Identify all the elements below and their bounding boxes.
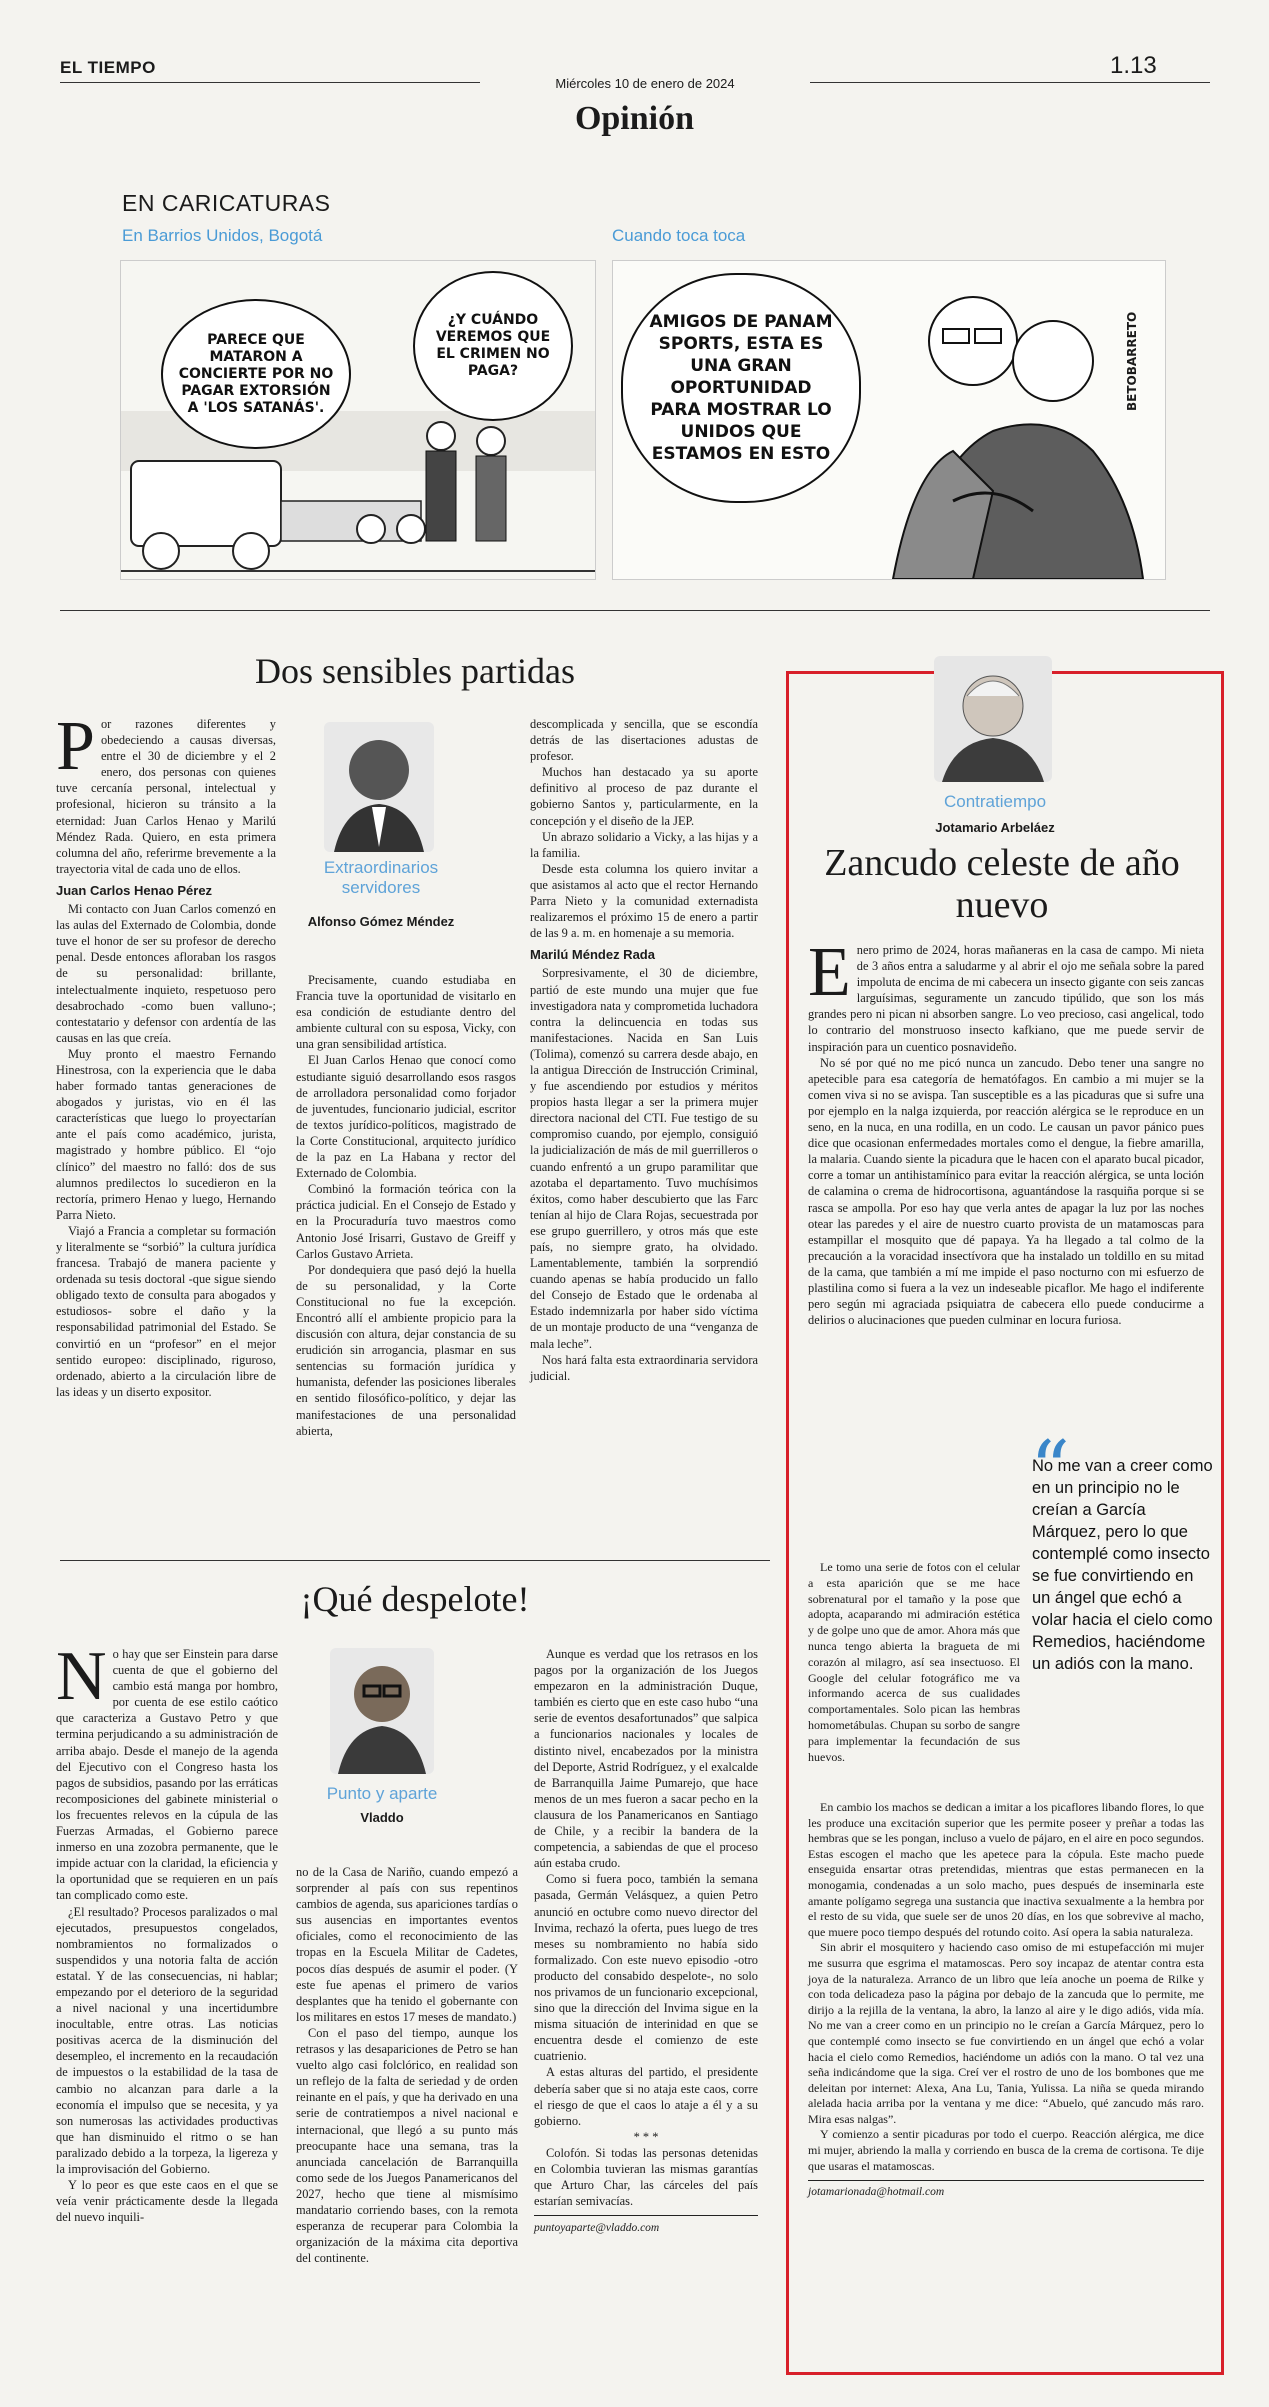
article2-paragraph: Aunque es verdad que los retrasos en los pagos por la organización de los Juegos empezaron en la administración Duque, también es cierto que en este caso hubo “una serie de eventos desafortunados” que salpica a funcionarios nacionales y locales de distinto nivel, encabezados por la ministra del Deporte, Astrid Rodríguez, y el exalcalde de Barranquilla Jaime Pumarejo, que hace menos de un mes fueron a sacar pecho en la clausura de los Panamericanos en Santiago de Chile, y a recibir la bandera de la competencia, a sabiendas de que el proceso aún estaba crudo.: [534, 1647, 758, 1871]
article3-dropcap: E: [808, 934, 851, 1011]
article3-column-name: Contratiempo: [943, 792, 1047, 811]
article2-paragraph: ¿El resultado? Procesos paralizados o mal ejecutados, presupuestos congelados, nombramientos no formalizados o suspendidos y una notoria falta de acción estatal. Y de las consecuencias, ni hablar; empezando por el deterioro de la seguridad a nivel nacional y una incertidumbre inocultable, entre otras. Las noticias positivas acerca de la disminución del desempleo, el incremento en la recaudación de impuestos o la estabilidad de la tasa de cambio no alcanzan para darle a la economía el impulso que se necesita, y ya son numerosas las actividades productivas que han disminuido el ritmo o se han paralizado debido a la torpeza, la ligereza y la improvisación del Gobierno.: [56, 1904, 278, 2176]
author-photo-gomez: [324, 722, 434, 852]
article3-body-bottom: [808, 1800, 1204, 2201]
article1-paragraph: Un abrazo solidario a Vicky, a las hijas y a la familia.: [530, 829, 758, 860]
article1-paragraph: Combinó la formación teórica con la práctica judicial. En el Consejo de Estado y en la Procuraduría tuvo maestros como Antonio José Irisarri, Gustavo de Greiff y Carlos Gustavo Arrieta.: [296, 1182, 516, 1261]
article1-dropcap: P: [56, 708, 95, 785]
issue-date: Miércoles 10 de enero de 2024: [555, 76, 735, 91]
article3-title: Zancudo celeste de año nuevo: [824, 842, 1180, 926]
cartoon-left-bubble-2: ¿Y CUÁNDO VEREMOS QUE EL CRIMEN NO PAGA?: [413, 271, 573, 421]
cartoon-right-caption: Cuando toca toca: [612, 226, 746, 245]
article1-paragraph: Precisamente, cuando estudiaba en Francia tuve la oportunidad de visitarlo en esa condición de estudiante dentro del ambiente cultural con su esposa, Vicky, con una gran sensibilidad artística.: [296, 973, 516, 1052]
article3-email[interactable]: jotamarionada@hotmail.com: [808, 2180, 1204, 2201]
article3-paragraph: En cambio los machos se dedican a imitar a los picaflores libando flores, lo que les produce una excitación superior que les permite poseer y preñar a todas las hembras que se les pongan, incluso a vuelo de pájaro, en el aire en poco segundos. Estas escogen el macho que les apetece para la cópula. Este macho puede enseguida ensartar otras pretendidas, mientras que estas permanecen en la monogamia, condenadas a un solo macho, pues después de inseminarla este amante polígamo segrega una sustancia que inactiva sexualmente a la hembra por el resto de su vida, que suele ser de unos 20 días, en los que sobrevive al macho, que muere poco tiempo después del rotundo coito. Así opera la sabia naturaleza.: [808, 1800, 1204, 1939]
article3-paragraph: Le tomo una serie de fotos con el celular a esta aparición que se me hace sobrenatural por el tamaño y la pose que adopta, acaparando mi admiración estética y de golpe uno que de amor. Ahora más que nunca tengo abierta la bragueta de mi corazón al milagro, así sea insectuoso. El Google del celular fotográfico me va informando acerca de sus cualidades comportamentales. Solo pican las hembras homometábulas. Chupan su sorbo de sangre para implementar la fecundación de sus huevos.: [808, 1560, 1020, 1764]
article2-separator: * * *: [633, 2129, 659, 2144]
cartoonist-signature: BETOBARRETO: [1125, 311, 1139, 411]
article1-col2: [296, 972, 516, 1439]
article1-subhead-mendez: Marilú Méndez Rada: [530, 947, 655, 963]
article2-paragraph: Como si fuera poco, también la semana pasada, Germán Velásquez, a quien Petro anunció en octubre como nuevo director del Invima, rechazó la oferta, pues luego de tres meses su nombramiento no había sido formalizado. Con este nuevo episodio -otro producto del consabido despelote-, no solo nos privamos de un funcionario excepcional, sino que la dirección del Invima sigue en la misma situación de interinidad en que se encuentra desde el comienzo de este cuatrienio.: [534, 1872, 758, 2064]
article3-author: Jotamario Arbeláez: [935, 820, 1055, 835]
header-rule-right: [810, 82, 1210, 83]
article1-col3: [530, 716, 758, 1384]
article3-paragraph: Sin abrir el mosquitero y haciendo caso omiso de mi estupefacción mi mujer me susurra que esgrima el matamoscas. Pero soy incapaz de atentar contra esta joya de la naturaleza. Arranco de un libro que leía anoche un poema de Rilke y con toda delicadeza paso la página por debajo de la zancuda que lo permite, me dirijo a la rejilla de la ventana, la abro, la lanzo al aire y le digo adiós, vida mía. No me van a creer como en un principio no le creían a García Márquez, pero lo que contemplé como insecto se fue convirtiendo en un ángel que echó a volar hacia el cielo como Remedios, haciéndome un adiós con la mano. O tal vez una seña indicándome que la siga. Creí ver el rostro de uno de los bombones que me deleitan por internet: Alexa, Ana Lu, Tania, Yulissa. La niña se queda mirando alelada hacia arriba por la ventana y me dice: “Abuelo, qué zancudo más raro. Mira esas nalgas”.: [808, 1940, 1204, 2126]
article2-dropcap: N: [56, 1638, 107, 1715]
article2-paragraph: Con el paso del tiempo, aunque los retrasos y las desapariciones de Petro se han vuelto algo casi folclórico, en realidad son un reflejo de la falta de seriedad y de orden reinante en el país, y que ha derivado en una serie de contratiempos a nivel nacional e internacional, que llegó a su punto más preocupante hace una semana, tras la anunciada cancelación de Barranquilla como sede de los Juegos Panamericanos del 2027, hecho que tiene al mismísimo mandatario corriendo bases, con la remota esperanza de recuperar para Colombia la organización de la máxima cita deportiva del continente.: [296, 2025, 518, 2266]
article1-author: Alfonso Gómez Méndez: [307, 914, 455, 929]
article3-paragraph: Y comienzo a sentir picaduras por todo el cuerpo. Reacción alérgica, me dice mi mujer, abriendo la malla y corriendo en busca de la crema de cortisona. Te dije que usaras el matamoscas.: [808, 2127, 1204, 2173]
article3-pullquote: No me van a creer como en un principio no le creían a García Márquez, pero lo que contemplé como insecto se fue convirtiendo en un ángel que echó a volar hacia el cielo como Remedios, haciéndome un adiós con la mano.: [1032, 1457, 1213, 1673]
article3-body-top: [808, 934, 1204, 1328]
cartoon-left-caption: En Barrios Unidos, Bogotá: [122, 226, 323, 245]
article2-col1: [56, 1638, 278, 2225]
article1-paragraph: Mi contacto con Juan Carlos comenzó en las aulas del Externado de Colombia, donde tuve el honor de ser su profesor de derecho penal. Desde entonces afloraban los rasgos de su personalidad: brillante, intelectualmente inquieto, respetuoso pero desabrochado -como buen valluno-; contestatario y defensor con ardentía de las causas en las que creía.: [56, 902, 276, 1045]
article2-author: Vladdo: [360, 1810, 404, 1825]
article1-paragraph: Muy pronto el maestro Fernando Hinestrosa, con la experiencia que le daba haber formado tantas generaciones de abogados y juristas, vio en él las características que luego lo proyectarían ante el país como académico, jurista, magistrado y hombre público. El “ojo clínico” del maestro no falló: dos de sus alumnos predilectos lo sucedieron en la rectoría, primero Henao y luego, Hernando Parra Nieto.: [56, 1046, 276, 1222]
cartoon-left-bubble-1: PARECE QUE MATARON A CONCIERTE POR NO PAGAR EXTORSIÓN A 'LOS SATANÁS'.: [161, 299, 351, 449]
article1-column-name: Extraordinarios servidores: [323, 858, 439, 897]
article1-paragraph: Muchos han destacado ya su aporte definitivo al proceso de paz durante el gobierno Santos y, particularmente, en la concepción y el diseño de la JEP.: [530, 765, 758, 828]
author-photo-arbelaez: [934, 656, 1052, 782]
article2-title: ¡Qué despelote!: [300, 1579, 530, 1619]
article2-column-name: Punto y aparte: [326, 1784, 438, 1803]
article2-email[interactable]: puntoyaparte@vladdo.com: [534, 2215, 758, 2236]
article1-paragraph: or razones diferentes y obedeciendo a causas diversas, entre el 30 de diciembre y el 2 enero, dos personas con quienes tuve cercanía personal, intelectual y profesional, hicieron su tránsito a la eternidad: Juan Carlos Henao y Marilú Méndez Rada. Quiero, en esta primera columna del año, referirme brevemente a la trayectoria vital de cada uno de ellos.: [56, 717, 276, 876]
article3-body-narrow: [808, 1560, 1020, 1765]
article3-paragraph: No sé por qué no me picó nunca un zancudo. Debo tener una sangre no apetecible para esa categoría de hematófagos. En cambio a mi mujer se la comen viva si no se avispa. Tan susceptible es a las picaduras que si sufre una por ejemplo en la nalga izquierda, por reacción alérgica se le reproduce en un seno, en la nuca, en una rodilla, en un codo. Le causan un pavor pánico pues dice que ocasionan enfermedades mortales como el dengue, la fiebre amarilla, la malaria. Cuando siente la picadura que le hacen con el aparato bucal picador, corre a tomar un antihistamínico para evitar la reacción alérgica, se unta loción de calamina o crema de hidrocortisona, aguantándose la rasquiña porque si se rasca se ampolla. Por eso hay que verla antes de apagar la luz por las noches otear las paredes y el aire de nuestro cuarto provista de un matamoscas para estampillar el mosquito que dé papaya. Ya ha llegado a tal colmo de la precaución a la voracidad insectívora que ha instalado un toldillo en su mitad de la cama, que también a mí me impide el paso nocturno con mi esfuerzo de plastilina como si fuera a la vez un indeseable picaflor. Me hago el indiferente pero según mi agraciada psiquiatra de cabecera ello puede conducirme a delirios o alucinaciones que pueden culminar en locura furiosa.: [808, 1055, 1204, 1328]
article1-paragraph: Nos hará falta esta extraordinaria servidora judicial.: [530, 1352, 758, 1383]
section-title: Opinión: [574, 100, 695, 137]
article1-subhead-henao: Juan Carlos Henao Pérez: [56, 882, 213, 898]
cartoon-right: [612, 260, 1166, 580]
article1-paragraph: El Juan Carlos Henao que conocí como estudiante siguió desarrollando esos rasgos de arrolladora personalidad como forjador de juventudes, funcionario judicial, escritor de textos jurídico-políticos, magistrado de la Corte Constitucional, arquitecto jurídico de la paz en La Habana y rector del Externado de Colombia.: [296, 1053, 516, 1181]
cartoons-divider: [60, 610, 1210, 611]
article1-col1: [56, 708, 276, 1400]
article1-title: Dos sensibles partidas: [255, 651, 575, 691]
quote-mark-icon: “: [1030, 1425, 1070, 1515]
cartoons-title: EN CARICATURAS: [122, 190, 331, 216]
article2-colofon: Colofón. Si todas las personas detenidas en Colombia tuvieran las mismas garantías que Arturo Char, las cárceles del país estarían semivacías.: [534, 2145, 758, 2209]
article1-paragraph: Sorpresivamente, el 30 de diciembre, partió de este mundo una mujer que fue investigadora nata y comprometida luchadora contra la delincuencia en todas sus manifestaciones. Nacida en San Luis (Tolima), comenzó su carrera desde abajo, en la antigua Dirección de Instrucción Criminal, y fue ascendiendo por estudios y méritos propios hasta llegar a ser la primera mujer directora nacional del CTI. Fue testigo de su compromiso cuando, por ejemplo, consiguió la judicialización de más de mil guerrilleros o cuando enfrentó a un grupo paramilitar que azotaba el departamento. Tuvo muchísimos éxitos, como haber descubierto que las Farc tenían al hijo de Clara Rojas, secuestrada por ese grupo guerrillero, y otros más que este país, no siempre grato, ha olvidado. Lamentablemente, también la sorprendió cuando apenas se había producido un fallo del Consejo de Estado que le ordenaba al Estado indemnizarla por haber sido víctima de un montaje producto de una “venganza de mala leche”.: [530, 966, 758, 1351]
cartoon-left: [120, 260, 596, 580]
article3-paragraph: nero primo de 2024, horas mañaneras en la casa de campo. Mi nieta de 3 años entra a saludarme y al abrir el ojo me señala sobre la pared impoluta de encima de mi cabecera un insecto gigante con seis zancas larguísimas, seguramente un zancudo tipúlido, que son los más grandes pero ni pican ni absorben sangre. Lo veo precioso, casi angelical, todo lo contrario del monstruoso insecto kafkiano, que me puede servir de inspiración para un cuentico posnavideño.: [808, 943, 1204, 1054]
author-photo-vladdo: [330, 1648, 434, 1774]
cartoon-right-bubble: AMIGOS DE PANAM SPORTS, ESTA ES UNA GRAN OPORTUNIDAD PARA MOSTRAR LO UNIDOS QUE ESTAMOS EN ESTO: [621, 273, 861, 503]
header-rule-left: [60, 82, 480, 83]
article1-paragraph: Desde esta columna los quiero invitar a que asistamos al acto que el rector Hernando Parra Nieto y la comunidad externadista realizaremos el próximo 15 de enero a partir de las 9 a. m. en homenaje a su memoria.: [530, 861, 758, 941]
article2-paragraph: Y lo peor es que este caos en el que se veía venir prácticamente desde la llegada del nuevo inquili-: [56, 2178, 278, 2225]
article2-paragraph: A estas alturas del partido, el presidente debería saber que si no ataja este caos, corre el riesgo de que el caos lo ataje a él y a su gobierno.: [534, 2065, 758, 2128]
article-divider: [60, 1560, 770, 1561]
article1-paragraph: Viajó a Francia a completar su formación y literalmente se “sorbió” la cultura jurídica francesa. Trabajó de manera paciente y ordenada su tesis doctoral -que sigue siendo obligado texto de consulta para abogados y estudiosos- sobre el daño y la responsabilidad patrimonial del Estado. Se convirtió en un “profesor” en el mejor sentido europeo: disciplinado, riguroso, ordenado, abierto a la circulación libre de las ideas y un diserto expositor.: [56, 1223, 276, 1399]
newspaper-logo: EL TIEMPO: [60, 58, 156, 77]
article2-paragraph: no de la Casa de Nariño, cuando empezó a sorprender al país con sus repentinos cambios de agenda, sus apariciones tardías o sus ausencias en importantes eventos oficiales, como el reconocimiento de las tropas en la Escuela Militar de Cadetes, pocos días después de asumir el poder. (Y este fue apenas el primero de varios desplantes que ha tenido el gobernante con los militares en estos 17 meses de mandato.): [296, 1865, 518, 2024]
article2-paragraph: o hay que ser Einstein para darse cuenta de que el gobierno del cambio está manga por hombro, por cuenta de ese estilo caótico que caracteriza a Gustavo Petro y que termina perjudicando a su administración de arriba abajo. Desde el manejo de la agenda del Ejecutivo con el Congreso hasta los pagos de subsidios, pasando por las erráticas recomposiciones del gabinete ministerial o los frecuentes relevos en la cúpula de las Fuerzas Armadas, el Gobierno parece inmerso en una zozobra permanente, que le impide actuar con la claridad, la eficiencia y la oportunidad que se requieren en un país tan complicado como este.: [56, 1647, 278, 1903]
article2-col3: [534, 1646, 758, 2236]
article1-paragraph: Por dondequiera que pasó dejó la huella de su personalidad, y la Corte Constitucional no fue la excepción. Encontró allí el ambiente propicio para la discusión con altura, dejar constancia de su erudición sin arrogancia, plasmar en sus sentencias su formación jurídica y humanista, defender las posiciones liberales en sentido filosófico-político, y dejar las manifestaciones de una personalidad abierta,: [296, 1262, 516, 1438]
article2-col2: [296, 1864, 518, 2266]
article1-paragraph: descomplicada y sencilla, que se escondía detrás de las disertaciones adustas de profesor.: [530, 717, 758, 764]
page-number: 1.13: [1110, 52, 1157, 79]
